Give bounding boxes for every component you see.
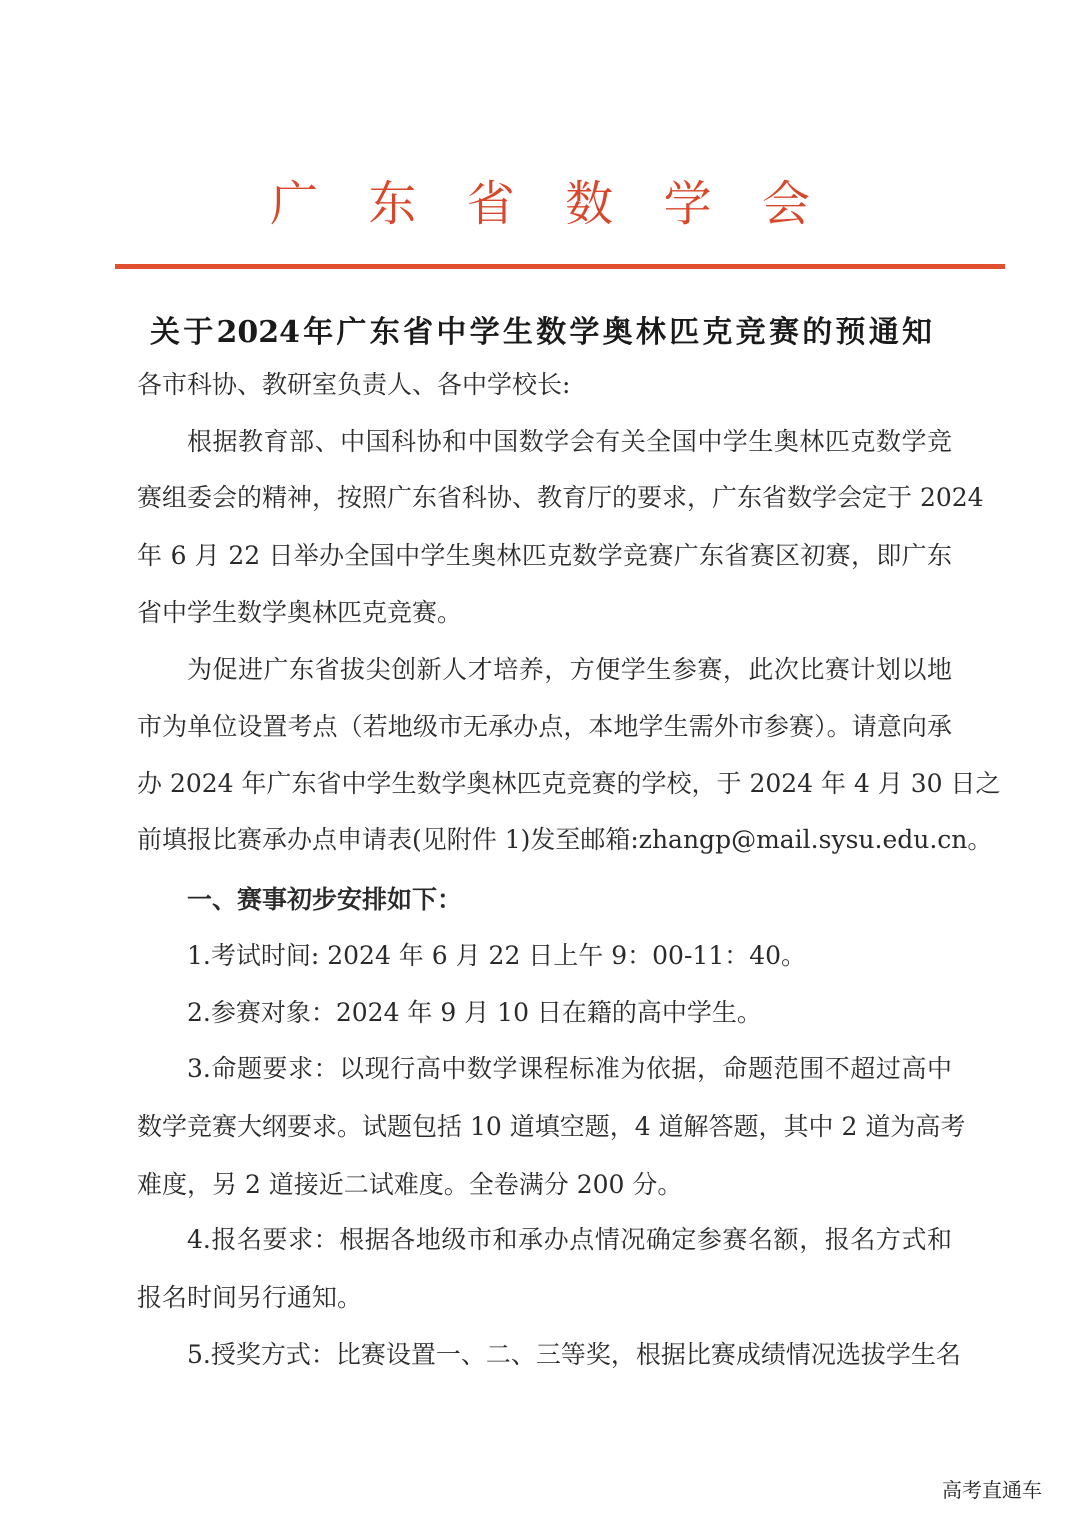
body-line: 3.命题要求：以现行高中数学课程标准为依据，命题范围不超过高中 xyxy=(187,1054,952,1083)
letterhead-char: 学 xyxy=(663,176,712,232)
body-line: 赛组委会的精神，按照广东省科协、教育厅的要求，广东省数学会定于 2024 xyxy=(137,483,984,512)
salutation: 各市科协、教研室负责人、各中学校长: xyxy=(137,370,571,399)
body-line: 难度，另 2 道接近二试难度。全卷满分 200 分。 xyxy=(137,1170,683,1199)
letterhead-char: 广 xyxy=(270,176,319,232)
letterhead-char: 东 xyxy=(368,176,417,232)
letterhead-organization xyxy=(270,165,810,234)
body-line: 数学竞赛大纲要求。试题包括 10 道填空题，4 道解答题，其中 2 道为高考 xyxy=(137,1112,966,1141)
body-line: 办 2024 年广东省中学生数学奥林匹克竞赛的学校，于 2024 年 4 月 30 日之 xyxy=(137,769,1001,798)
letterhead-divider xyxy=(115,264,1005,269)
watermark: 高考直通车 xyxy=(942,1478,1042,1502)
body-line: 4.报名要求：根据各地级市和承办点情况确定参赛名额，报名方式和 xyxy=(187,1225,952,1254)
body-line: 报名时间另行通知。 xyxy=(137,1283,363,1312)
letterhead-char: 会 xyxy=(761,176,810,232)
document-title: 关于2024年广东省中学生数学奥林匹克竞赛的预通知 xyxy=(150,315,932,350)
body-line: 为促进广东省拔尖创新人才培养，方便学生参赛，此次比赛计划以地 xyxy=(187,655,952,684)
body-line: 前填报比赛承办点申请表(见附件 1)发至邮箱:zhangp@mail.sysu.edu.cn。 xyxy=(137,825,993,854)
section-heading: 一、赛事初步安排如下： xyxy=(187,885,463,914)
letterhead-char: 数 xyxy=(565,176,614,232)
body-line: 市为单位设置考点（若地级市无承办点，本地学生需外市参赛）。请意向承 xyxy=(137,712,952,741)
body-line: 省中学生数学奥林匹克竞赛。 xyxy=(137,598,463,627)
body-line: 2.参赛对象：2024 年 9 月 10 日在籍的高中学生。 xyxy=(187,998,762,1027)
body-line: 根据教育部、中国科协和中国数学会有关全国中学生奥林匹克数学竞 xyxy=(187,427,952,456)
body-line: 年 6 月 22 日举办全国中学生奥林匹克数学竞赛广东省赛区初赛，即广东 xyxy=(137,541,952,570)
body-line: 5.授奖方式：比赛设置一、二、三等奖，根据比赛成绩情况选拔学生名 xyxy=(187,1340,961,1369)
letterhead-char: 省 xyxy=(466,176,515,232)
body-line: 1.考试时间: 2024 年 6 月 22 日上午 9：00-11：40。 xyxy=(187,941,807,970)
